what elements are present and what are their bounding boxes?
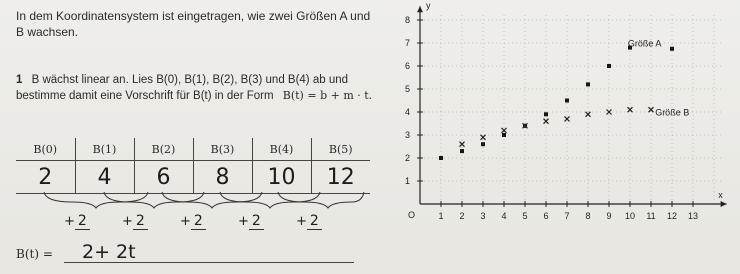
table-row [16, 161, 370, 194]
x-tick-label: 1 [438, 211, 444, 221]
x-tick-label: 11 [646, 211, 656, 221]
difference-label: + 2 [122, 213, 148, 229]
task-formula: B(t) = b + m · t. [282, 89, 373, 102]
table-cell-answer[interactable]: 12 [311, 161, 370, 194]
table-header-row [16, 138, 370, 161]
table-cell-answer[interactable]: 2 [16, 161, 75, 194]
y-axis-arrow [417, 6, 423, 12]
task-number: 1 [16, 74, 23, 86]
point-groesse-a [502, 133, 506, 137]
chart-marks [439, 46, 633, 160]
x-tick-label: 9 [606, 211, 612, 221]
legend-groesse-a: Größe A [627, 38, 662, 49]
y-tick-label: 3 [404, 130, 410, 140]
point-groesse-b [565, 116, 570, 121]
task-1 [16, 72, 376, 104]
difference-answer[interactable]: 2 [75, 213, 90, 230]
result-answer-field[interactable]: 2+ 2t [64, 241, 354, 263]
table-header: B(4) [252, 138, 311, 161]
point-groesse-b [586, 112, 591, 117]
difference-answer[interactable]: 2 [133, 213, 148, 230]
table-header: B(3) [193, 138, 252, 161]
point-groesse-a [544, 112, 548, 116]
x-tick-label: 6 [543, 211, 549, 221]
x-axis-label: x [718, 190, 723, 200]
x-tick-label: 4 [501, 211, 507, 221]
table-header: B(1) [75, 138, 134, 161]
y-tick-label: 4 [404, 107, 410, 117]
point-groesse-a [460, 149, 464, 153]
result-label: B(t) = [16, 247, 53, 261]
difference-answer[interactable]: 2 [191, 213, 206, 230]
point-groesse-b [607, 110, 612, 115]
table-cell-answer[interactable]: 8 [193, 161, 252, 194]
y-tick-label: 7 [404, 38, 410, 48]
table-cell-answer[interactable]: 6 [134, 161, 193, 194]
table-cell-answer[interactable]: 10 [252, 161, 311, 194]
point-groesse-b [460, 142, 465, 147]
value-table [16, 138, 370, 194]
table-header: B(5) [311, 138, 370, 161]
x-axis-arrow [721, 201, 727, 207]
table-header: B(0) [16, 138, 75, 161]
point-groesse-a [565, 99, 569, 103]
y-tick-label: 2 [404, 153, 410, 163]
point-groesse-b [502, 128, 507, 133]
point-groesse-a [586, 82, 590, 86]
difference-label: + 2 [296, 213, 322, 229]
x-tick-label: 13 [687, 211, 699, 221]
x-tick-label: 8 [585, 211, 591, 221]
difference-label: + 2 [64, 213, 90, 229]
y-tick-label: 6 [404, 61, 410, 71]
chart-legend [628, 38, 689, 117]
x-tick-label: 2 [459, 211, 465, 221]
y-tick-label: 1 [404, 176, 410, 186]
difference-label: + 2 [238, 213, 264, 229]
point-groesse-a [607, 64, 611, 68]
origin-label: O [408, 210, 416, 220]
point-groesse-a [481, 142, 485, 146]
x-tick-label: 3 [480, 211, 486, 221]
point-groesse-a [439, 156, 443, 160]
coordinate-system [380, 0, 732, 274]
difference-answer[interactable]: 2 [249, 213, 264, 230]
y-axis-label: y [426, 0, 431, 11]
intro-text: In dem Koordinatensystem ist eingetragen, wie zwei Größen A und B wachsen. [16, 9, 371, 39]
difference-label: + 2 [180, 213, 206, 229]
x-tick-label: 10 [624, 211, 636, 221]
x-tick-label: 5 [522, 211, 528, 221]
table-cell-answer[interactable]: 4 [75, 161, 134, 194]
legend-marker-groesse-a [670, 47, 674, 51]
x-tick-label: 7 [564, 211, 570, 221]
difference-answer[interactable]: 2 [307, 213, 322, 230]
y-tick-label: 8 [404, 15, 410, 25]
y-tick-label: 5 [404, 84, 410, 94]
x-tick-label: 12 [666, 211, 678, 221]
task-text: B wächst linear an. Lies B(0), B(1), B(2), B(3) und B(4) ab und bestimme damit eine Vorschrift für B(t) in der Form [16, 74, 348, 102]
table-header: B(2) [134, 138, 193, 161]
legend-groesse-b: Größe B [655, 107, 690, 118]
